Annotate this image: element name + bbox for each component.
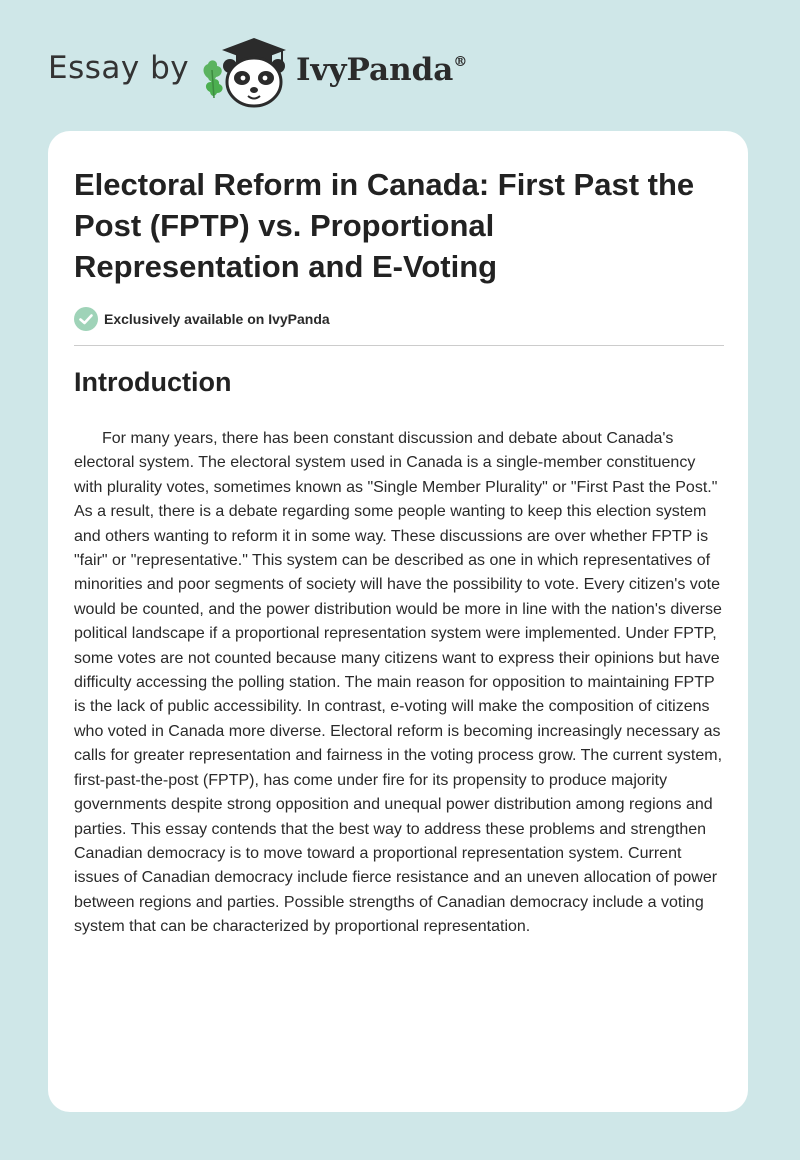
panda-graduate-logo-icon[interactable] — [198, 34, 290, 110]
introduction-paragraph: For many years, there has been constant discussion and debate about Canada's electoral system. The electoral system used in Canada is a single-member constituency with plurality votes, sometimes known as "Single Member Plurality" or "First Past the Post." As a result, there is a debate regarding some people wanting to keep this election system and others wanting to reform it in some way. These discussions are over whether FPTP is "fair" or "representative." This system can be described as one in which representatives of minorities and poor segments of society will have the possibility to vote. Every citizen's vote would be counted, and the power distribution would be more in line with the nation's diverse political landscape if a proportional representation system were implemented. Under FPTP, some votes are not counted because many citizens want to express their opinions but have difficulty accessing the polling station. The main reason for opposition to maintaining FPTP is the lack of public accessibility. In contrast, e-voting will make the composition of citizens who voted in Canada more diverse. Electoral reform is becoming increasingly necessary as calls for greater representation and fairness in the voting process grow. The current system, first-past-the-post (FPTP), has come under fire for its propensity to produce majority governments despite strong opposition and unequal power distribution among regions and parties. This essay contends that the best way to address these problems and strengthen Canadian democracy is to move toward a proportional representation system. Current issues of Canadian democracy include fierce resistance and an uneven allocation of power between regions and parties. Possible strengths of Canadian democracy include a voting system that can be characterized by proportional representation. — [74, 430, 723, 936]
exclusive-badge-text: Exclusively available on IvyPanda — [104, 311, 330, 327]
registered-mark: ® — [453, 54, 468, 70]
check-circle-icon — [74, 307, 98, 331]
site-header — [0, 0, 800, 130]
section-heading-introduction: Introduction — [74, 367, 232, 397]
brand-name-text: IvyPanda — [296, 52, 454, 88]
brand-name[interactable] — [296, 52, 467, 88]
essay-title: Electoral Reform in Canada: First Past the Post (FPTP) vs. Proportional Representation and E-Voting — [74, 167, 695, 284]
essay-card — [48, 131, 748, 1112]
essay-by-label: Essay by — [48, 50, 190, 86]
exclusive-badge — [74, 307, 330, 331]
title-divider — [74, 345, 724, 346]
